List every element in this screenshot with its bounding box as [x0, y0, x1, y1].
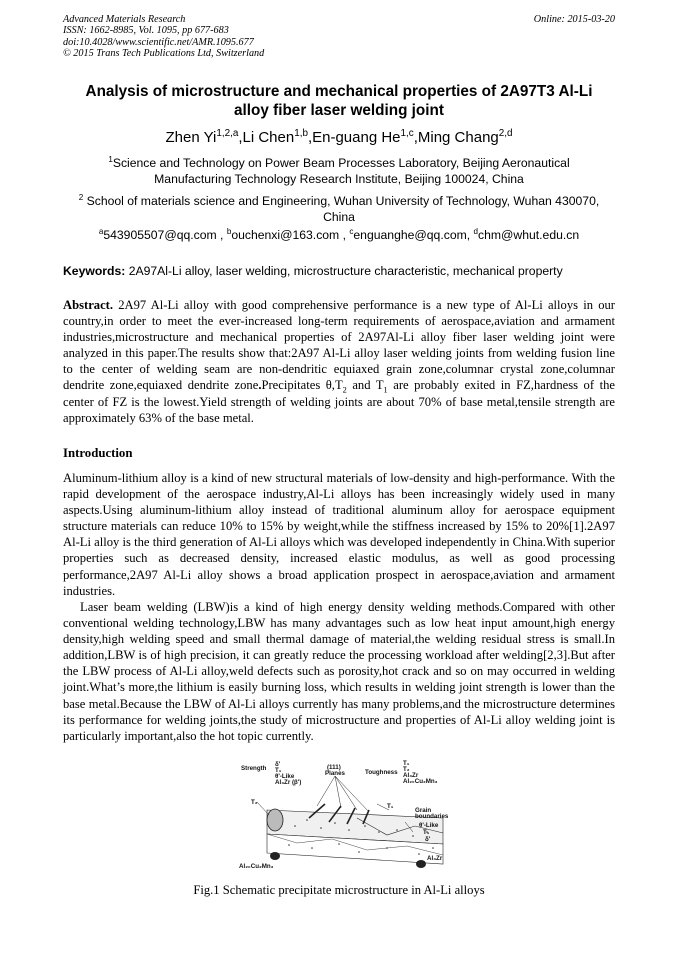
affiliation-1: $^1$Science and Technology on Power Beam Processes Laboratory, Beijing Aeronautical Manufacturing Technology Research Institute, Beijing 100024, China	[108, 154, 570, 186]
strength-label: Strength	[241, 765, 267, 772]
toughness-item: Al₂₀Cu₂Mn₃	[403, 778, 438, 785]
bottom-left-label: Al₂₀Cu₂Mn₃	[239, 863, 274, 870]
title-line-2: alloy fiber laser welding joint	[234, 102, 444, 119]
keywords	[63, 264, 615, 278]
section-heading-introduction: Introduction	[63, 446, 133, 460]
al20cu2mn3-particle	[270, 852, 280, 860]
toughness-item: T₂	[403, 766, 410, 773]
issn-line: ISSN: 1662-8985, Vol. 1095, pp 677-683	[63, 25, 229, 37]
keywords-label: Keywords:	[63, 264, 126, 278]
al3zr-particle	[416, 860, 426, 868]
right-item: θ'-Like	[419, 822, 439, 829]
author-name: En-guang He	[312, 129, 401, 146]
running-header	[63, 14, 615, 60]
strength-item: Al₃Zr (β')	[275, 779, 302, 786]
strength-item: δ'	[275, 761, 281, 768]
toughness-label: Toughness	[365, 769, 398, 776]
right-item: T₁	[423, 829, 430, 836]
t2-precipitate	[267, 809, 283, 831]
author-sup: 1,c	[400, 128, 414, 139]
author-list: Zhen Yi$^{1,2,a}$,Li Chen$^{1,b}$,En-guang He$^{1,c}$,Ming Chang$^{2,d}$	[165, 128, 513, 146]
toughness-item: Al₃Zr	[403, 772, 419, 779]
abstract: Abstract. 2A97 Al-Li alloy with good comprehensive performance is a new type of Al-Li alloys in our country,in order to meet the ever-increased long-term requirements of aerospace,aviation and armament industries,microstructure and mechanical properties of 2A97Al-Li alloy fiber laser welding joint were analyzed in this paper.The results show that:2A97 Al-Li alloy laser welding joints from welding fusion line to the center of welding seam are non-dendritic equiaxed grain zone,columnar crystal zone,columnar dendrite zone,equiaxed dendrite zone.Precipitates $\theta,T_2$ and $T_1$ are probably exited in FZ,hardness of the center of FZ is the lowest.Yield strength of welding joints are about 70% of base metal,tensile strength are approximately 63% of the base metal.	[63, 298, 615, 425]
author-name: Ming Chang	[417, 129, 499, 146]
planes-label: Planes	[325, 770, 345, 777]
online-date: Online: 2015-03-20	[533, 14, 615, 25]
abstract-label: Abstract.	[63, 298, 114, 312]
t2-label: T₂	[251, 799, 258, 806]
grain-boundaries-label: boundaries	[415, 813, 449, 820]
affiliation-2: $^2$ School of materials science and Engineering, Wuhan University of Technology, Wuhan 430070, China	[78, 192, 600, 224]
bottom-right-label: Al₃Zr	[427, 855, 443, 862]
right-item: δ'	[425, 836, 431, 843]
title-line-1: Analysis of microstructure and mechanical properties of 2A97T3 Al-Li	[85, 83, 593, 100]
toughness-item: T₁	[403, 760, 410, 767]
author-name: Zhen Yi	[165, 129, 217, 146]
author-sup: 1,b	[294, 128, 308, 139]
author-name: Li Chen	[242, 129, 295, 146]
email-list: $^a$543905507@qq.com , $^b$ouchenxi@163.com , $^c$enguanghe@qq.com, $^d$chm@whut.edu.cn	[98, 226, 580, 242]
paper-title	[63, 82, 615, 120]
figure-1-precipitate-schematic	[237, 760, 449, 874]
email-link[interactable]: chm@whut.edu.cn	[478, 228, 580, 242]
t1-label: T₁	[387, 803, 394, 810]
email-link[interactable]: 543905507@qq.com ,	[103, 228, 227, 242]
introduction-paragraph-1: Aluminum-lithium alloy is a kind of new structural materials of low-density and high-performance. With the rapid development of the aerospace industry,Al-Li alloys has been increasingly widely used in many aspects.Using aluminum-lithium alloy instead of traditional aluminum alloy for aerospace equipment structure materials can reduce 10% to 15% by weight,while the stiffness increased by 15% to 20%[1].2A97 Al-Li alloy is the third generation of Al-Li alloys which was developed independently in China.With superior properties such as decreased density, increased elastic modulus, as well as good processing performance,2A97 Al-Li alloy shows a broad application prospect in aerospace,aviation and armament industries.	[63, 471, 615, 598]
strength-item: θ'-Like	[275, 773, 295, 780]
figure-1-caption: Fig.1 Schematic precipitate microstructure in Al-Li alloys	[193, 883, 485, 897]
email-link[interactable]: ouchenxi@163.com ,	[231, 228, 350, 242]
author-sup: 2,d	[498, 128, 513, 139]
grain-boundaries-label: Grain	[415, 807, 432, 814]
strength-item: T₁	[275, 767, 282, 774]
doi-line: doi:10.4028/www.scientific.net/AMR.1095.677	[63, 36, 254, 48]
author-sup: 1,2,a	[216, 128, 239, 139]
copyright-line: © 2015 Trans Tech Publications Ltd, Switzerland	[63, 48, 265, 60]
journal-name: Advanced Materials Research	[63, 14, 186, 25]
introduction-paragraph-2: Laser beam welding (LBW)is a kind of high energy density welding methods.Compared with other conventional welding technology,LBW has many advantages such as low heat input amount,high energy density,high welding speed and small thermal damage of material,the welding residual stress is small.In addition,LBW is of high precision, it can greatly reduce the processing workload after welding[2,3].But after the LBW process of Al-Li alloy,weld defects such as porosity,hot crack and so on may occurred in welding joint.What’s more,the lithium is easily burning loss, which results in welding joint strength is lower than the base metal.Because the LBW of Al-Li alloys currently has many problems,and the microstructure determines its performance for welding joints,the study of microstructure and properties of Al-Li alloy welding joint is particularly important,also the hot topic currently.	[63, 600, 615, 743]
keywords-text: 2A97Al-Li alloy, laser welding, microstructure characteristic, mechanical property	[125, 264, 563, 278]
planes-label: (111)	[327, 764, 341, 771]
email-link[interactable]: enguanghe@qq.com,	[353, 228, 474, 242]
